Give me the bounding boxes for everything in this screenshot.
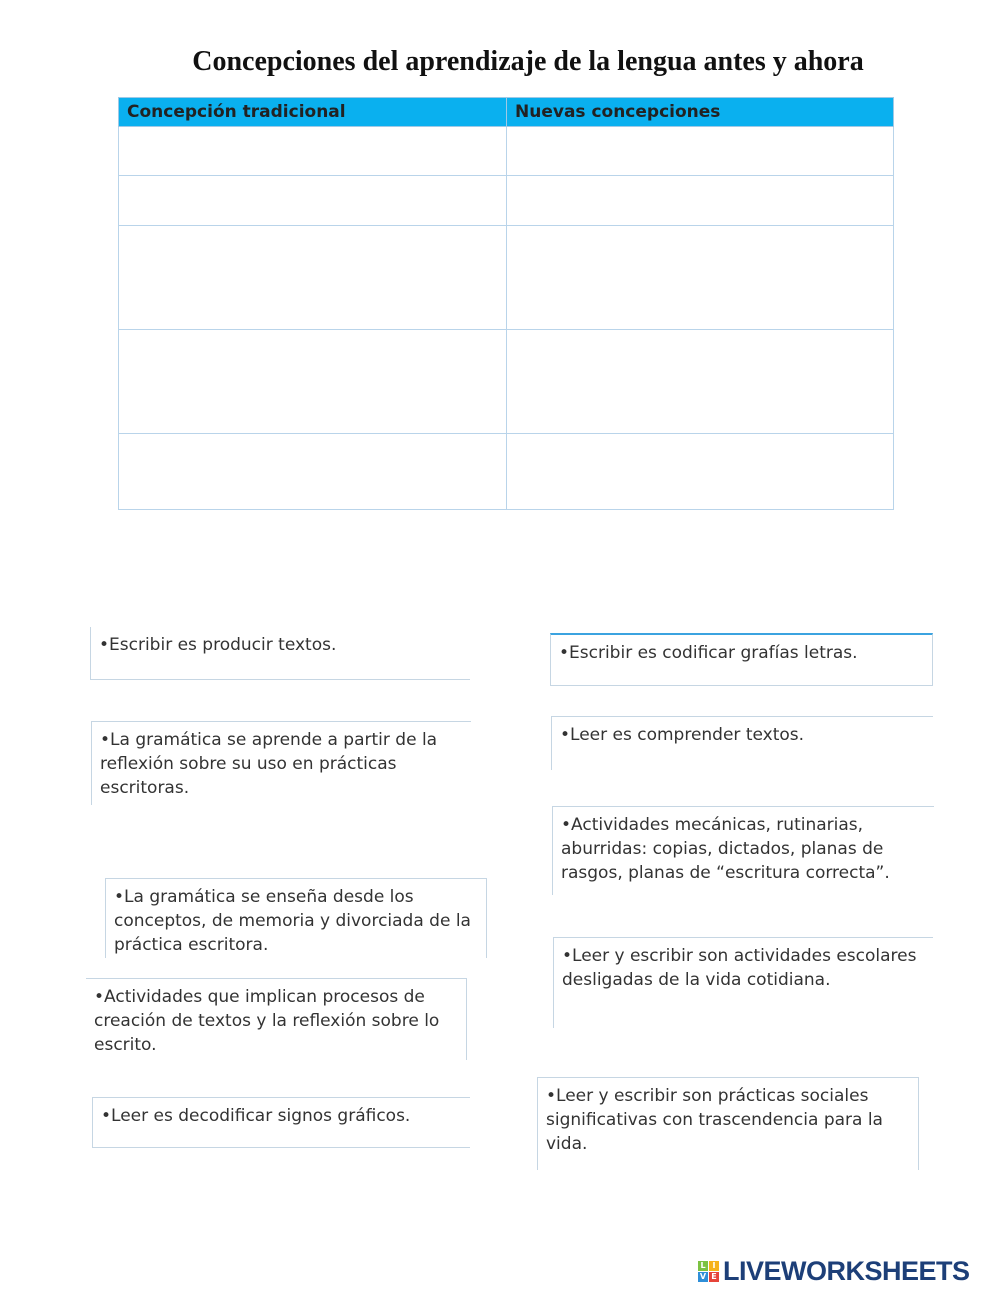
draggable-card[interactable]: •Leer y escribir son prácticas sociales significativas con trascendencia para la vida. [537,1077,919,1170]
drop-cell[interactable] [119,176,507,226]
drop-cell[interactable] [119,226,507,330]
draggable-card[interactable]: •Leer es comprender textos. [551,716,933,770]
drop-cell[interactable] [507,127,894,176]
drop-cell[interactable] [119,127,507,176]
draggable-card[interactable]: •Escribir es codificar grafías letras. [550,633,933,686]
header-traditional: Concepción tradicional [119,98,507,127]
draggable-card[interactable]: •La gramática se aprende a partir de la reflexión sobre su uso en prácticas escritoras. [91,721,471,805]
logo-letter: V [699,1272,707,1281]
drop-cell[interactable] [507,226,894,330]
drop-cell[interactable] [507,176,894,226]
draggable-card[interactable]: •Leer y escribir son actividades escolares desligadas de la vida cotidiana. [553,937,933,1028]
liveworksheets-logo [698,1256,970,1287]
draggable-card[interactable]: •La gramática se enseña desde los conceptos, de memoria y divorciada de la práctica escritora. [105,878,487,958]
header-new: Nuevas concepciones [507,98,894,127]
drop-cell[interactable] [507,330,894,434]
drop-cell[interactable] [119,330,507,434]
drop-cell[interactable] [507,434,894,510]
draggable-card[interactable]: •Escribir es producir textos. [90,627,470,680]
draggable-card[interactable]: •Leer es decodificar signos gráficos. [92,1097,470,1148]
logo-text: LIVEWORKSHEETS [723,1256,970,1286]
draggable-card[interactable]: •Actividades que implican procesos de creación de textos y la reflexión sobre lo escrito. [86,978,467,1060]
draggable-card[interactable]: •Actividades mecánicas, rutinarias, aburridas: copias, dictados, planas de rasgos, planas de “escritura correcta”. [552,806,934,895]
logo-letter: E [709,1272,719,1282]
logo-icon [698,1261,719,1282]
logo-letter: L [698,1261,708,1271]
drop-cell[interactable] [119,434,507,510]
answer-table [118,97,894,510]
logo-letter: I [709,1261,719,1271]
page-title: Concepciones del aprendizaje de la lengua antes y ahora [192,46,864,77]
